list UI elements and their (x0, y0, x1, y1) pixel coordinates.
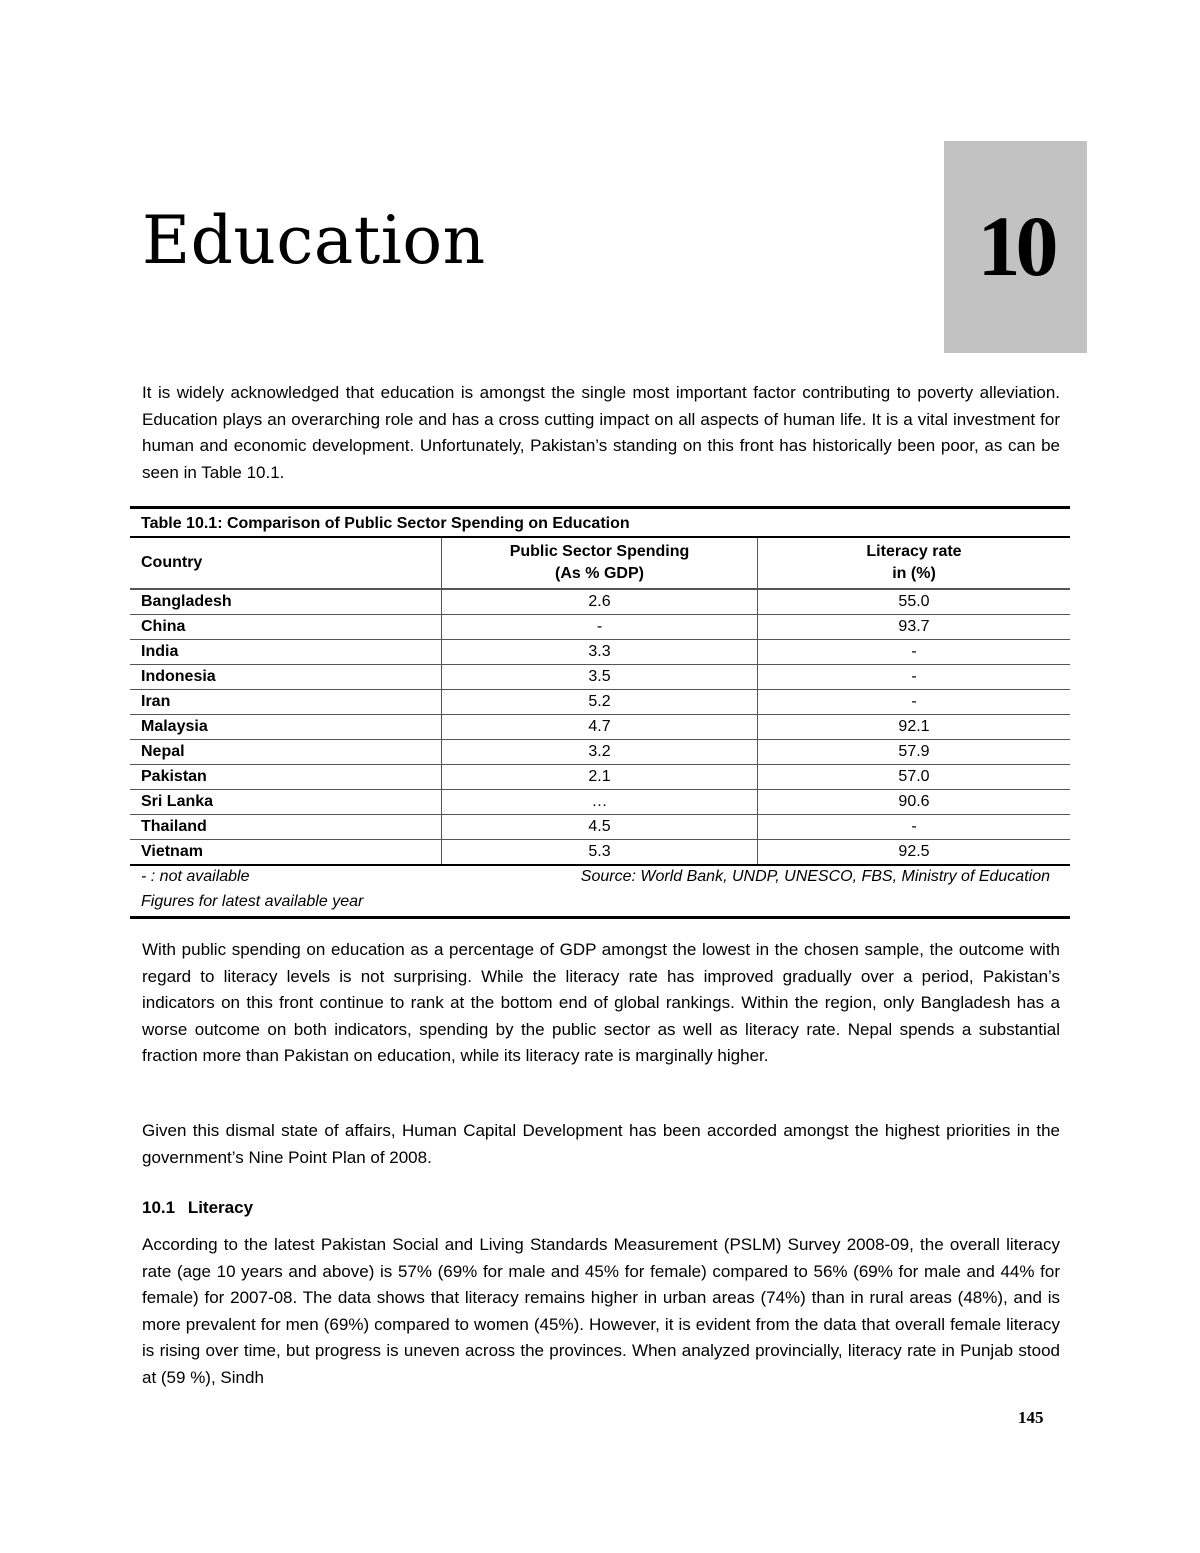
chapter-number: 10 (977, 198, 1054, 294)
table-source: Source: World Bank, UNDP, UNESCO, FBS, Ministry of Education (580, 868, 1050, 885)
note-latest-year: Figures for latest available year (141, 893, 364, 910)
cell-spending: 3.2 (442, 740, 758, 765)
table-row (130, 640, 1070, 665)
cell-literacy: 55.0 (758, 589, 1071, 615)
cell-country: Iran (130, 690, 442, 715)
note-not-available: - : not available (141, 868, 250, 885)
section-number: 10.1 (142, 1198, 176, 1217)
cell-literacy: 57.9 (758, 740, 1071, 765)
cell-country: Vietnam (130, 840, 442, 866)
cell-country: India (130, 640, 442, 665)
cell-country: Bangladesh (130, 589, 442, 615)
cell-spending: 5.2 (442, 690, 758, 715)
table-row (130, 715, 1070, 740)
table-row (130, 589, 1070, 615)
intro-paragraph: It is widely acknowledged that education is amongst the single most important factor contributing to poverty alleviation. Education plays an overarching role and has a cross cutting impact on all aspects of human life. It is a vital investment for human and economic development. Unfortunately, Pakistan’s standing on this front has historically been poor, as can be seen in Table 10.1. (142, 383, 1060, 482)
cell-literacy: - (758, 640, 1071, 665)
cell-literacy: - (758, 815, 1071, 840)
table-row (130, 815, 1070, 840)
header-literacy (758, 538, 1071, 589)
spending-table (130, 506, 1070, 919)
table-row (130, 790, 1070, 815)
header-spending-line1: Public Sector Spending (509, 543, 690, 560)
body-paragraph-3: Given this dismal state of affairs, Human Capital Development has been accorded amongst the highest priorities in the government’s Nine Point Plan of 2008. (142, 1121, 1060, 1167)
cell-country: Malaysia (130, 715, 442, 740)
cell-literacy: - (758, 665, 1071, 690)
header-spending (442, 538, 758, 589)
table-row (130, 765, 1070, 790)
cell-spending: - (442, 615, 758, 640)
section-heading (142, 1195, 253, 1221)
chapter-title: Education (142, 202, 486, 279)
cell-spending: 3.3 (442, 640, 758, 665)
cell-country: Indonesia (130, 665, 442, 690)
header-country: Country (130, 538, 442, 589)
cell-spending: 4.7 (442, 715, 758, 740)
header-literacy-line2: in (%) (892, 565, 936, 582)
chapter-number-box (944, 141, 1087, 353)
cell-literacy: 92.1 (758, 715, 1071, 740)
cell-spending: 3.5 (442, 665, 758, 690)
table-row (130, 740, 1070, 765)
table-header-row (130, 538, 1070, 589)
cell-country: Sri Lanka (130, 790, 442, 815)
cell-country: Pakistan (130, 765, 442, 790)
cell-spending: 2.1 (442, 765, 758, 790)
cell-literacy: 90.6 (758, 790, 1071, 815)
table-row (130, 665, 1070, 690)
header-literacy-line1: Literacy rate (866, 543, 962, 560)
cell-literacy: 92.5 (758, 840, 1071, 866)
body-paragraph-4: According to the latest Pakistan Social and Living Standards Measurement (PSLM) Survey 2008-09, the overall literacy rate (age 10 years and above) is 57% (69% for male and 45% for female) compared to 56% (69% for male and 44% for female) for 2007-08. The data shows that literacy remains higher in urban areas (74%) than in rural areas (48%), and is more prevalent for men (69%) compared to women (45%). However, it is evident from the data that overall female literacy is rising over time, but progress is uneven across the provinces. When analyzed provincially, literacy rate in Punjab stood at (59 %), Sindh (142, 1235, 1060, 1387)
cell-spending: 5.3 (442, 840, 758, 866)
table-caption: Table 10.1: Comparison of Public Sector Spending on Education (130, 509, 1070, 538)
cell-country: Nepal (130, 740, 442, 765)
cell-spending: 2.6 (442, 589, 758, 615)
table-row (130, 840, 1070, 866)
page-number: 145 (1018, 1408, 1044, 1427)
table-grid (130, 538, 1070, 866)
body-paragraph-2: With public spending on education as a percentage of GDP amongst the lowest in the chosen sample, the outcome with regard to literacy levels is not surprising. While the literacy rate has improved gradually over a period, Pakistan’s indicators on this front continue to rank at the bottom end of global rankings. Within the region, only Bangladesh has a worse outcome on both indicators, spending by the public sector as well as literacy rate. Nepal spends a substantial fraction more than Pakistan on education, while its literacy rate is marginally higher. (142, 940, 1060, 1065)
table-row (130, 690, 1070, 715)
section-title: Literacy (187, 1198, 254, 1217)
cell-country: China (130, 615, 442, 640)
table-notes (130, 866, 1070, 919)
cell-country: Thailand (130, 815, 442, 840)
cell-spending: 4.5 (442, 815, 758, 840)
cell-literacy: - (758, 690, 1071, 715)
cell-literacy: 93.7 (758, 615, 1071, 640)
cell-literacy: 57.0 (758, 765, 1071, 790)
header-spending-line2: (As % GDP) (555, 565, 644, 582)
cell-spending: … (442, 790, 758, 815)
table-row (130, 615, 1070, 640)
